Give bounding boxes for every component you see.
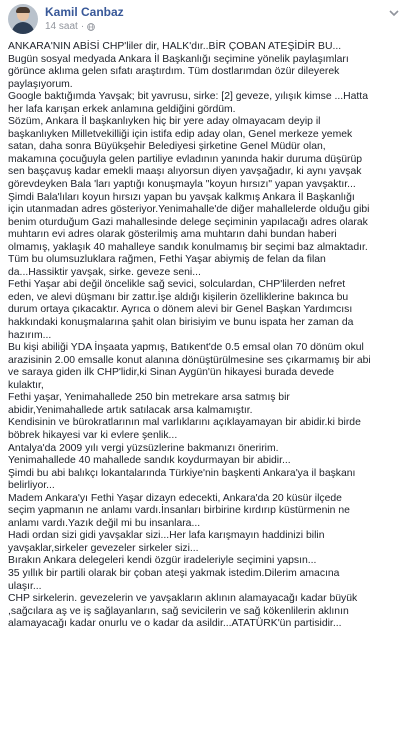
post-paragraph: Yenimahallede 40 mahallede sandık koydurmayan bir abidir... bbox=[8, 455, 291, 467]
post-paragraph: CHP sirkelerin. gevezelerin ve yavşakların aklının alamayacağı kadar büyük ,sağcılara aş ve iş sağlayanların, sağ sevicilerin ve sağ kökenlilerin aklının alamayacağı kadar onurlu ve o kadar da asildir...ATATÜRK'ün partisidir... bbox=[8, 593, 358, 630]
post-paragraph: Kendisinin ve bürokratlarının mal varlıklarını açıklayamayan bir abidir.ki birde böbrek hikayesi var ki evlere şenlik... bbox=[8, 417, 361, 441]
post-paragraph: Hadi ordan sizi gidi yavşaklar sizi...Her lafa karışmayın haddinizi bilin yavşaklar,sirkeler gevezeler sirkeler sizi... bbox=[8, 530, 325, 554]
chevron-down-icon[interactable] bbox=[387, 7, 401, 19]
post-paragraph: 35 yıllık bir partili olarak bir çoban ateşi yakmak istedim.Dilerim amacına ulaşır... bbox=[8, 567, 340, 592]
post-paragraph: Antalya'da 2009 yılı vergi yüzsüzlerine bakmanızı öneririm. bbox=[8, 442, 279, 454]
meta-separator: · bbox=[80, 21, 85, 32]
post-time[interactable]: 14 saat bbox=[45, 21, 78, 32]
post-body bbox=[8, 41, 404, 631]
post-paragraph: Bırakın Ankara delegeleri kendi özgür iradeleriyle seçimini yapsın... bbox=[8, 555, 317, 567]
post-paragraph: Fethi Yaşar abi değil öncelikle sağ sevici, solculardan, CHP'lilerden nefret eden, ve alevi düşmanı bir zattır.İşe aldığı kişilerin özelliklerine bakınca bu durum ortaya çıkacaktır. Ayrıca o dönem alevi bir Genel Başkan Yardımcısı hakkındaki konuşmalarına şahit olan birisiyim ve bunu ispata her zaman da hazırım... bbox=[8, 279, 354, 341]
avatar[interactable] bbox=[8, 4, 38, 34]
author-name[interactable]: Kamil Canbaz bbox=[45, 5, 124, 19]
post-paragraph: Google baktığımda Yavşak; bit yavrusu, sirke: [2] geveze, yılışık kimse ...Hatta her lafa karışan erkek anlamına geldiğini gördüm. bbox=[8, 91, 368, 115]
post-meta bbox=[45, 21, 95, 32]
post-paragraph: ANKARA'NIN ABİSİ CHP'liler dir, HALK'dır..BİR ÇOBAN ATEŞİDİR BU... Bugün sosyal medyada Ankara İl Başkanlığı seçimine yönelik paylaşımları görünce aklıma gelen sıfatı araştırdım. Tüm dostlarımdan özür dileyerek paylaşıyorum. bbox=[8, 41, 349, 90]
post-paragraph: Şimdi bu abi balıkçı lokantalarında Türkiye'nin başkenti Ankara'ya il başkanı belirliyor... bbox=[8, 467, 356, 492]
post-paragraph: Bu kişi abiliği YDA İnşaata yapmış, Batıkent'de 0.5 emsal olan 70 dönüm okul arazisinin 2.00 emsalle konut alanına dönüştürülmesine ses çıkarmamış bir abi ve saraya giden ilk CHP'lidir,ki Sinan Aygün'ün hikayesi burada devede kulaktır, bbox=[8, 342, 371, 391]
post-paragraph: Madem Ankara'yı Fethi Yaşar dizayn edecekti, Ankara'da 20 küsür ilçede seçim yapmanın ne anlamı vardı.İnsanları birbirine kırdırıp küstürmenin ne anlamı vardı.Yazık değil mi bu insanlara... bbox=[8, 492, 350, 529]
post-header bbox=[8, 4, 403, 34]
globe-icon bbox=[87, 23, 95, 31]
post-paragraph: Fethi yaşar, Yenimahallede 250 bin metrekare arsa satmış bir abidir,Yenimahallede artık satılacak arsa kalmamıştır. bbox=[8, 392, 290, 416]
post-paragraph: Sözüm, Ankara İl başkanlıyken hiç bir yere aday olmayacam deyip il başkanlıyken Milletvekilliği için istifa edip aday olan, Genel merkeze yemek satan, daha sonra Büyükşehir Belediyesi şirketine Genel Müdür olan, makamına çocuğuyla gelen partiliye evladının yanında hakir duruma düşürüp sen başçavuş kadar emekli maaşı alıyorsun diyen yavşağadır, ki aynı yavşak görevdeyken Bala 'ları yaptığı konuşmayla "koyun hırsızı" yapan yavşaktır... Şimdi Bala'lıları koyun hırsızı yapan bu yavşak kalkmış Ankara İl Başkanlığı için utanmadan adres gösteriyor.Yenimahalle'de diğer mahallelerde olduğu gibi benim oturduğum Gazi mahallesinde delege seçiminin yapılacağı adres olarak muhtarın evi adres olarak gösterilmiş ama muhtarın dahi bundan haberi olmamış, yaklaşık 40 mahalleye sandık konulmamış bir seçimi baz almaktadır. Tüm bu olumsuzluklara rağmen, Fethi Yaşar abiymiş de felan da filan da...Hassiktir yavşak, sirke. geveze seni... bbox=[8, 116, 370, 278]
